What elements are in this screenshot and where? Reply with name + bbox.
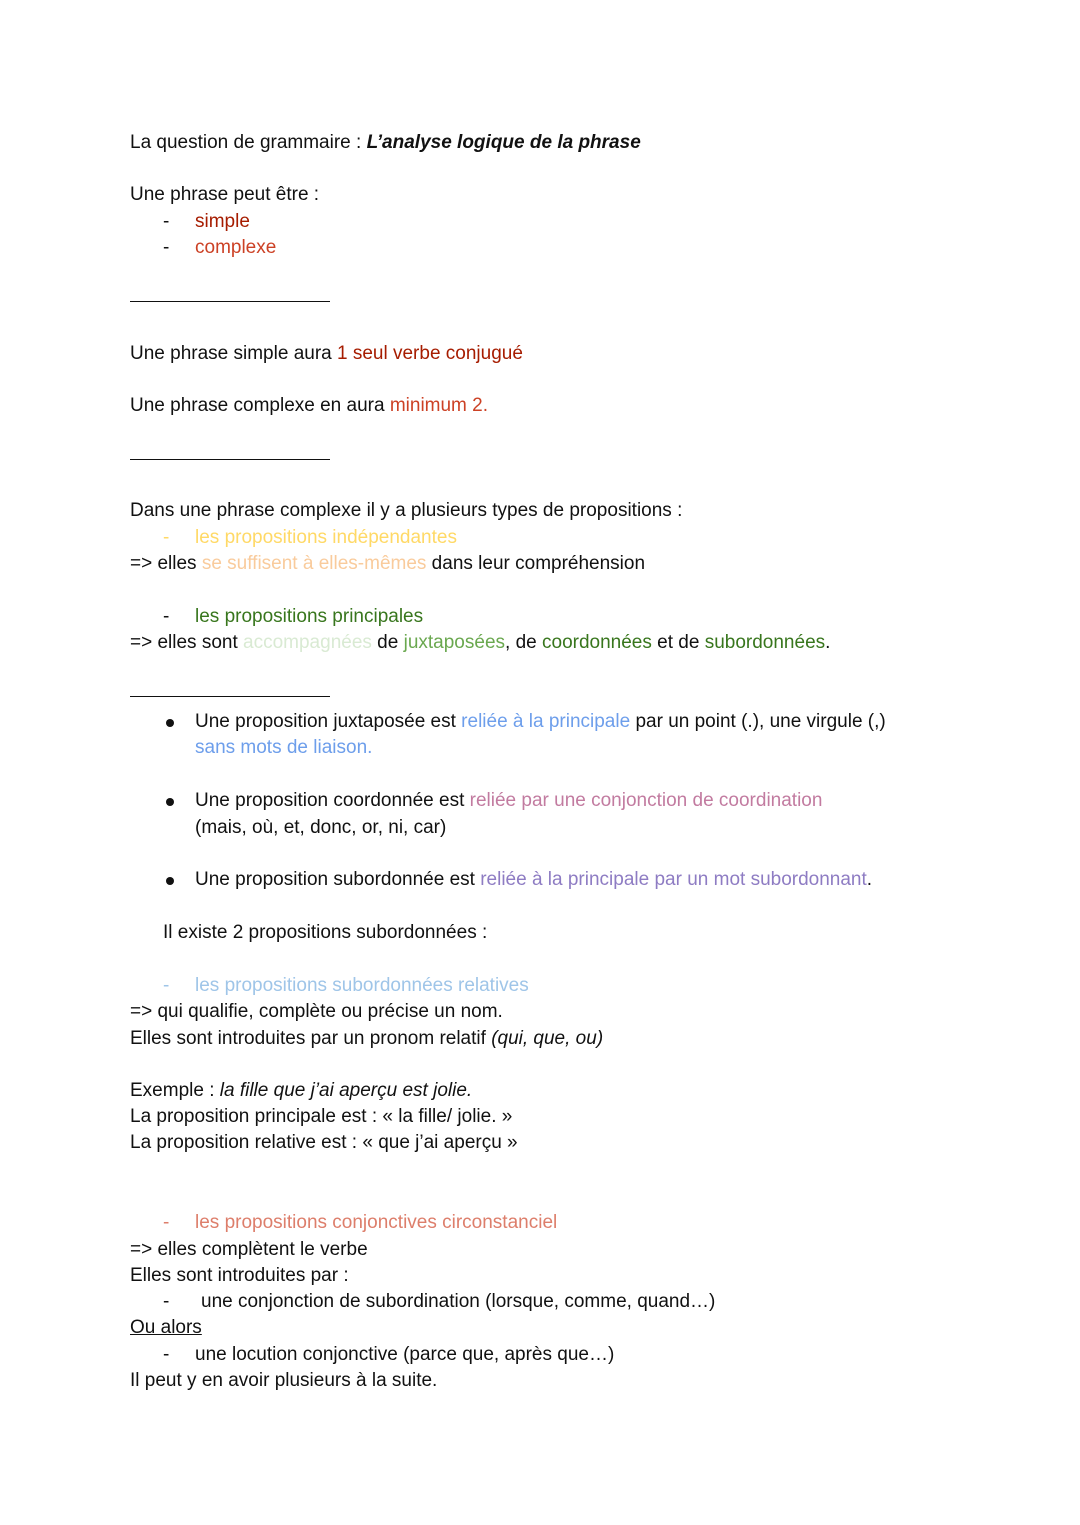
period-text: . [825, 632, 831, 653]
divider [130, 459, 330, 460]
conjonctives-line2: Elles sont introduites par : [130, 1265, 349, 1286]
principales-highlight: accompagnées [243, 632, 372, 653]
conjonctives-label: les propositions conjonctives circonstanciel [195, 1212, 558, 1233]
example-label: Exemple : [130, 1080, 220, 1101]
divider [130, 301, 330, 302]
types-intro: Dans une phrase complexe il y a plusieurs types de propositions : [130, 500, 683, 521]
conjonctives-item2: une locution conjonctive (parce que, après que…) [195, 1344, 615, 1365]
list-dash: - [163, 211, 170, 232]
juxtaposee-highlight: reliée à la principale [461, 711, 631, 732]
simple-def-text: Une phrase simple aura [130, 343, 337, 364]
connector-text: de [371, 632, 404, 653]
subordonnee-line [195, 867, 872, 893]
juxtaposee-start: Une proposition juxtaposée est [195, 711, 462, 732]
sub-types-intro: Il existe 2 propositions subordonnées : [163, 922, 488, 943]
example-principale: La proposition principale est : « la fille/ jolie. » [130, 1106, 513, 1127]
coordonnee-highlight: reliée par une conjonction de coordination [469, 790, 823, 811]
list-dash: - [163, 1291, 170, 1312]
relatives-label: les propositions subordonnées relatives [195, 975, 529, 996]
arrow-text: => elles sont [130, 632, 244, 653]
conjonctives-item1: une conjonction de subordination (lorsque, comme, quand…) [201, 1291, 716, 1312]
complex-def-text: Une phrase complexe en aura [130, 395, 390, 416]
principales-label: les propositions principales [195, 606, 424, 627]
list-dash: - [163, 975, 170, 996]
conjonctives-end: Il peut y en avoir plusieurs à la suite. [130, 1370, 438, 1391]
subordonnees-word: subordonnées [704, 632, 826, 653]
conjonctives-line1: => elles complètent le verbe [130, 1239, 368, 1260]
title-main: L’analyse logique de la phrase [366, 132, 641, 153]
juxtaposee-line2: sans mots de liaison. [195, 737, 373, 758]
coordonnee-line1 [195, 788, 822, 814]
list-dash: - [163, 1344, 170, 1365]
coordonnee-start: Une proposition coordonnée est [195, 790, 470, 811]
title-line [130, 130, 641, 156]
simple-definition [130, 341, 523, 367]
list-dash: - [163, 606, 170, 627]
list-dash: - [163, 237, 170, 258]
simple-def-highlight: 1 seul verbe conjugué [337, 343, 523, 364]
intro-label: Une phrase peut être : [130, 184, 320, 205]
independantes-explanation [130, 551, 645, 577]
arrow-end-text: dans leur compréhension [426, 553, 646, 574]
complex-def-highlight: minimum 2. [389, 395, 489, 416]
connector-text: , de [505, 632, 542, 653]
bullet-dot [166, 798, 174, 806]
relatives-line2-italic: (qui, que, ou) [491, 1028, 604, 1049]
list-dash: - [163, 1212, 170, 1233]
period-text: . [866, 869, 873, 890]
divider [130, 696, 330, 697]
list-dash: - [163, 527, 170, 548]
independantes-highlight: se suffisent à elles-mêmes [201, 553, 427, 574]
principales-explanation [130, 630, 830, 656]
intro-item-complexe: complexe [195, 237, 277, 258]
example-sentence: la fille que j’ai aperçu est jolie. [219, 1080, 473, 1101]
arrow-text: => elles [130, 553, 202, 574]
independantes-label: les propositions indépendantes [195, 527, 457, 548]
coordonnees-word: coordonnées [542, 632, 652, 653]
juxtaposee-line1 [195, 709, 886, 735]
relatives-line2 [130, 1026, 603, 1052]
relatives-line2-start: Elles sont introduites par un pronom relatif [130, 1028, 492, 1049]
juxtaposees-word: juxtaposées [403, 632, 506, 653]
subordonnee-highlight: reliée à la principale par un mot subordonnant [480, 869, 867, 890]
connector-text: et de [651, 632, 705, 653]
conjonctives-or: Ou alors [130, 1317, 202, 1338]
bullet-dot [166, 877, 174, 885]
intro-item-simple: simple [195, 211, 250, 232]
subordonnee-start: Une proposition subordonnée est [195, 869, 481, 890]
juxtaposee-end: par un point (.), une virgule (,) [630, 711, 886, 732]
title-prefix: La question de grammaire : [130, 132, 367, 153]
coordonnee-line2: (mais, où, et, donc, or, ni, car) [195, 817, 447, 838]
complex-definition [130, 393, 488, 419]
example-line [130, 1078, 472, 1104]
relatives-line1: => qui qualifie, complète ou précise un nom. [130, 1001, 503, 1022]
bullet-dot [166, 719, 174, 727]
example-relative: La proposition relative est : « que j’ai aperçu » [130, 1132, 518, 1153]
